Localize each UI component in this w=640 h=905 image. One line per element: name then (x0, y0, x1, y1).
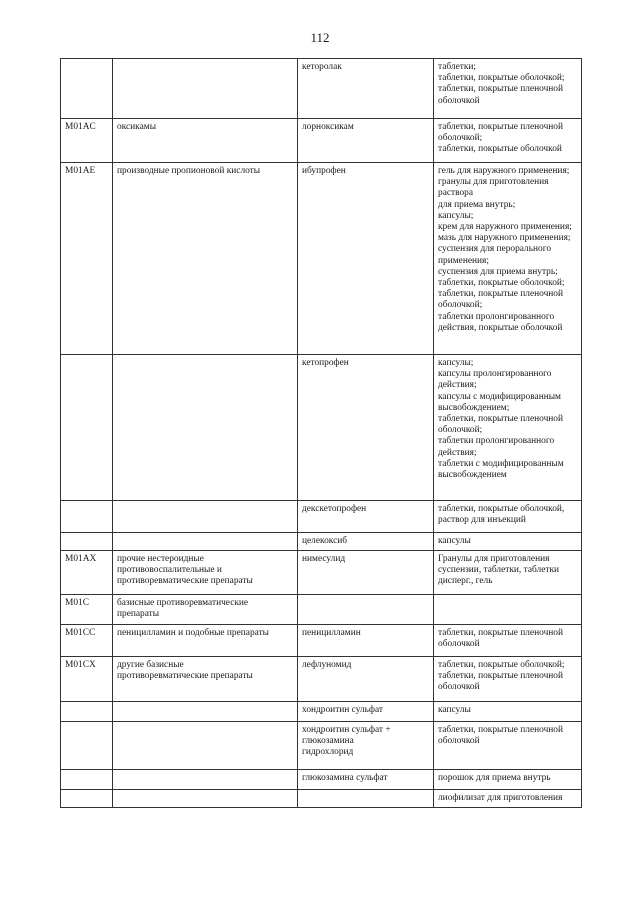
drug-name-cell (298, 722, 434, 770)
atc-code-cell (61, 355, 113, 501)
group-name-cell (113, 551, 298, 595)
drug-name-text: лефлуномид (302, 660, 352, 670)
drug-name-cell (298, 59, 434, 119)
table-row (61, 355, 582, 501)
group-name-text: оксикамы (117, 122, 156, 132)
drug-name-text: декскетопрофен (302, 504, 367, 514)
group-name-cell (113, 702, 298, 722)
dosage-form-cell (434, 625, 582, 657)
atc-code-cell (61, 533, 113, 551)
atc-code-cell (61, 595, 113, 625)
dosage-form-text: таблетки, покрытые оболочкой, раствор для инъекций (438, 504, 565, 526)
table-row (61, 119, 582, 163)
dosage-form-cell (434, 722, 582, 770)
group-name-cell (113, 501, 298, 533)
atc-code-text: M01CX (65, 660, 96, 670)
table-row (61, 722, 582, 770)
dosage-form-text: порошок для приема внутрь (438, 773, 551, 783)
group-name-text: другие базисные противоревматические препараты (117, 660, 253, 682)
drug-name-text: глюкозамина сульфат (302, 773, 388, 783)
dosage-form-text: капсулы (438, 536, 471, 546)
dosage-form-cell (434, 702, 582, 722)
group-name-cell (113, 625, 298, 657)
atc-code-cell (61, 501, 113, 533)
table-row (61, 533, 582, 551)
dosage-form-cell (434, 355, 582, 501)
drug-name-cell (298, 501, 434, 533)
drug-name-cell (298, 770, 434, 790)
table-row (61, 790, 582, 808)
table-row (61, 163, 582, 355)
group-name-cell (113, 59, 298, 119)
atc-code-cell (61, 702, 113, 722)
dosage-form-text: таблетки, покрытые пленочной оболочкой (438, 628, 564, 650)
dosage-form-text: капсулы; капсулы пролонгированного действия; капсулы с модифицированным высвобождением; таблетки, покрытые пленочной оболочкой; таблетки пролонгированного действия; таблетки с модифицированным высвобождением (438, 358, 564, 481)
drug-name-text: кетопрофен (302, 358, 349, 368)
group-name-cell (113, 163, 298, 355)
page-number: 112 (310, 30, 330, 45)
group-name-cell (113, 657, 298, 702)
dosage-form-text: гель для наружного применения; гранулы для приготовления раствора для приема внутрь; капсулы; крем для наружного применения; мазь для наружного применения; суспензия для перорального применения; суспензия для приема внутрь; таблетки, покрытые оболочкой; таблетки, покрытые пленочной оболочкой; таблетки пролонгированного действия, покрытые оболочкой (438, 166, 572, 333)
atc-code-cell (61, 163, 113, 355)
dosage-form-text: Гранулы для приготовления суспензии, таблетки, таблетки дисперг., гель (438, 554, 560, 587)
group-name-text: пеницилламин и подобные препараты (117, 628, 269, 638)
drug-name-cell (298, 790, 434, 808)
dosage-form-cell (434, 770, 582, 790)
drug-name-text: пеницилламин (302, 628, 361, 638)
atc-code-cell (61, 722, 113, 770)
table-row (61, 770, 582, 790)
group-name-text: базисные противоревматические препараты (117, 598, 249, 620)
dosage-form-text: капсулы (438, 705, 471, 715)
drug-name-cell (298, 119, 434, 163)
group-name-cell (113, 790, 298, 808)
atc-code-text: M01AX (65, 554, 97, 564)
table-row (61, 551, 582, 595)
atc-code-cell (61, 770, 113, 790)
drug-name-cell (298, 595, 434, 625)
atc-code-cell (61, 625, 113, 657)
atc-code-cell (61, 790, 113, 808)
dosage-form-cell (434, 595, 582, 625)
group-name-cell (113, 770, 298, 790)
table-row (61, 625, 582, 657)
atc-code-cell (61, 551, 113, 595)
dosage-form-text: лиофилизат для приготовления (438, 793, 563, 803)
dosage-form-cell (434, 59, 582, 119)
dosage-form-text: таблетки, покрытые оболочкой; таблетки, покрытые пленочной оболочкой (438, 660, 565, 693)
dosage-form-cell (434, 501, 582, 533)
group-name-text: прочие нестероидные противовоспалительные и противоревматические препараты (117, 554, 253, 587)
drug-name-text: хондроитин сульфат + глюкозамина гидрохлорид (302, 725, 391, 758)
table-row (61, 657, 582, 702)
dosage-form-text: таблетки, покрытые пленочной оболочкой; таблетки, покрытые оболочкой (438, 122, 564, 155)
atc-code-text: M01CC (65, 628, 96, 638)
atc-code-cell (61, 657, 113, 702)
table-row (61, 59, 582, 119)
group-name-cell (113, 595, 298, 625)
drug-name-text: ибупрофен (302, 166, 346, 176)
dosage-form-cell (434, 657, 582, 702)
group-name-cell (113, 722, 298, 770)
group-name-cell (113, 533, 298, 551)
dosage-form-cell (434, 163, 582, 355)
drug-name-cell (298, 657, 434, 702)
dosage-form-cell (434, 533, 582, 551)
table-body (61, 59, 582, 808)
table-row (61, 595, 582, 625)
drug-classification-table (60, 58, 582, 808)
drug-name-text: хондроитин сульфат (302, 705, 384, 715)
group-name-cell (113, 119, 298, 163)
drug-name-cell (298, 533, 434, 551)
table-row (61, 501, 582, 533)
drug-name-text: лорноксикам (302, 122, 354, 132)
dosage-form-cell (434, 790, 582, 808)
group-name-cell (113, 355, 298, 501)
drug-name-text: целекоксиб (302, 536, 348, 546)
drug-name-cell (298, 551, 434, 595)
dosage-form-text: таблетки; таблетки, покрытые оболочкой; таблетки, покрытые пленочной оболочкой (438, 62, 565, 106)
drug-name-cell (298, 702, 434, 722)
drug-name-text: нимесулид (302, 554, 346, 564)
drug-name-cell (298, 163, 434, 355)
dosage-form-text: таблетки, покрытые пленочной оболочкой (438, 725, 564, 747)
drug-name-text: кеторолак (302, 62, 342, 72)
table-row (61, 702, 582, 722)
atc-code-text: M01AE (65, 166, 96, 176)
atc-code-cell (61, 119, 113, 163)
drug-name-cell (298, 625, 434, 657)
dosage-form-cell (434, 551, 582, 595)
dosage-form-cell (434, 119, 582, 163)
atc-code-text: M01C (65, 598, 89, 608)
atc-code-cell (61, 59, 113, 119)
group-name-text: производные пропионовой кислоты (117, 166, 261, 176)
drug-name-cell (298, 355, 434, 501)
atc-code-text: M01AC (65, 122, 96, 132)
